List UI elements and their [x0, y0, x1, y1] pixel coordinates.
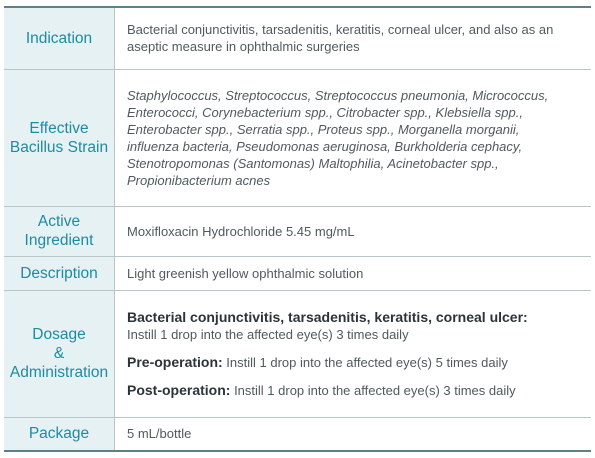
dosage-item-pre-operation: Pre-operation: Instill 1 drop into the affected eye(s) 5 times daily [127, 353, 508, 370]
product-info-table [4, 6, 591, 452]
dosage-value [115, 290, 592, 417]
table-row-description [4, 256, 591, 290]
table-row-package [4, 417, 591, 451]
dosage-item-infection: Bacterial conjunctivitis, tarsadenitis, keratitis, corneal ulcer: Instill 1 drop into the affected eye(s) 3 times daily [127, 308, 528, 342]
strain-value: Staphylococcus, Streptococcus, Streptococcus pneumonia, Micrococcus, Enterococci, Corynebacterium spp., Citrobacter spp., Klebsiella spp., Enterobacter spp., Serratia spp., Proteus spp., Morganella morganii, influenza bacteria, Pseudomonas aeruginosa, Burkholderia cephacy, Stenotropomonas (Santomonas) Maltophilia, Acinetobacter spp., Propionibacterium acnes [115, 69, 592, 206]
package-value: 5 mL/bottle [115, 417, 592, 451]
description-value: Light greenish yellow ophthalmic solution [115, 256, 592, 290]
table-row-ingredient [4, 206, 591, 256]
dosage-label: Dosage & Administration [4, 290, 115, 417]
description-label: Description [4, 256, 115, 290]
strain-label: Effective Bacillus Strain [4, 69, 115, 206]
indication-value: Bacterial conjunctivitis, tarsadenitis, keratitis, corneal ulcer, and also as an aseptic measure in ophthalmic surgeries [115, 7, 592, 69]
package-label: Package [4, 417, 115, 451]
table-row-indication [4, 7, 591, 69]
ingredient-value: Moxifloxacin Hydrochloride 5.45 mg/mL [115, 206, 592, 256]
indication-label: Indication [4, 7, 115, 69]
dosage-item-post-operation: Post-operation: Instill 1 drop into the affected eye(s) 3 times daily [127, 381, 516, 398]
table-row-strain [4, 69, 591, 206]
table-row-dosage [4, 290, 591, 417]
ingredient-label: Active Ingredient [4, 206, 115, 256]
